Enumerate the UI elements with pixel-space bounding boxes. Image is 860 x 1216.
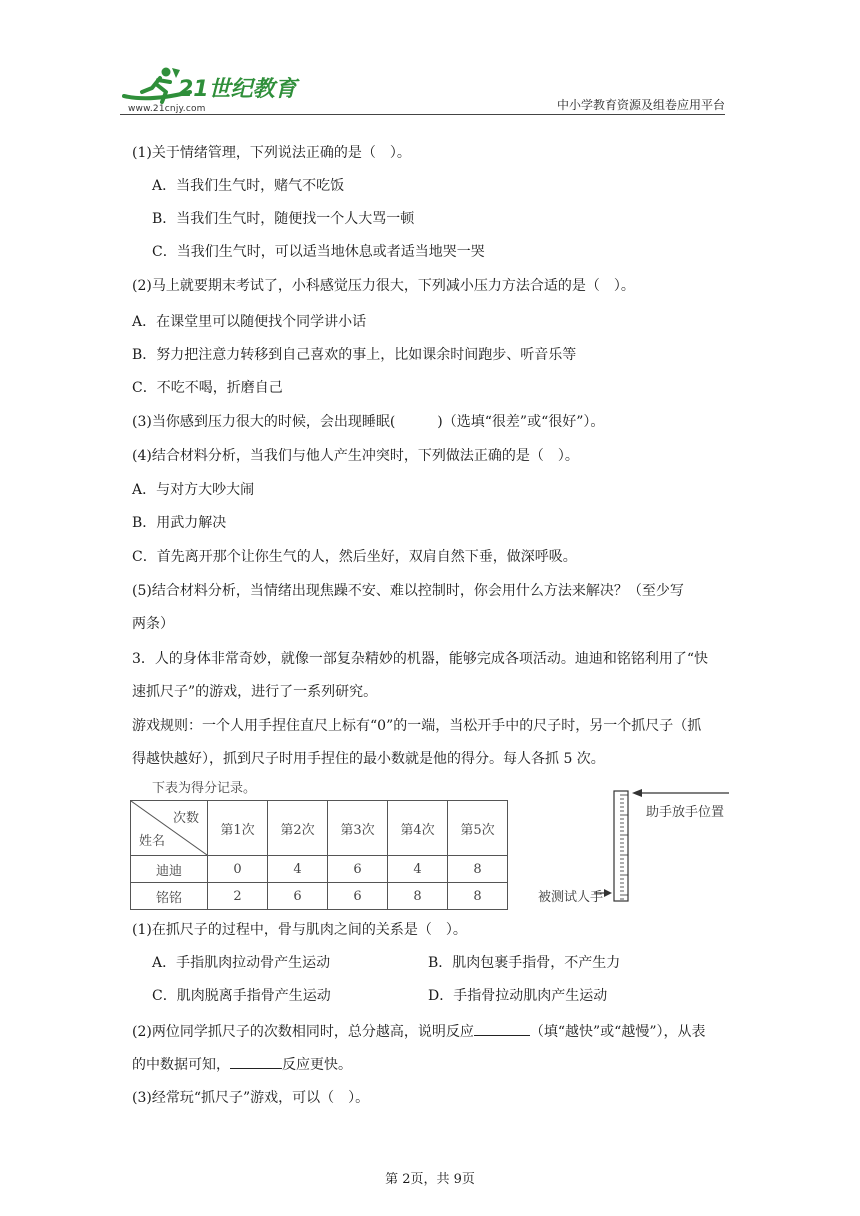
q2-5-line1: (5)结合材料分析，当情绪出现焦躁不安、难以控制时，你会用什么方法来解决？（至少写	[132, 583, 684, 599]
q3-2-line2: 的中数据可知， 反应更快。	[132, 1054, 352, 1075]
q2-2-option-c: C．不吃不喝，折磨自己	[132, 380, 283, 396]
score-cell: 8	[448, 883, 508, 910]
page-header	[120, 62, 725, 118]
header-divider	[120, 114, 725, 115]
platform-name: 中小学教育资源及组卷应用平台	[556, 98, 725, 112]
score-cell: 6	[268, 883, 328, 910]
logo-21cnjy	[120, 62, 320, 110]
q2-5-line2: 两条）	[132, 616, 174, 632]
q2-2-stem: (2)马上就要期末考试了，小科感觉压力很大，下列减小压力方法合适的是（ ）。	[132, 278, 635, 294]
q3-1-option-b: B．肌肉包裹手指骨，不产生力	[428, 955, 621, 971]
q2-3-post: )（选填“很差”或“很好”）。	[437, 414, 605, 430]
q3-rule-line2: 得越快越好），抓到尺子时用手捏住的最小数就是他的得分。每人各抓 5 次。	[132, 751, 605, 767]
table-header-row	[131, 801, 508, 856]
score-cell: 4	[388, 856, 448, 883]
corner-label-times: 次数	[172, 811, 199, 826]
corner-label-name: 姓名	[139, 834, 166, 849]
q2-4-option-a: A．与对方大吵大闹	[132, 482, 255, 498]
table-row	[131, 856, 508, 883]
table-row	[131, 883, 508, 910]
score-cell: 4	[268, 856, 328, 883]
page-footer: 第 2页，共 9页	[385, 1172, 475, 1187]
q2-3-stem	[132, 412, 604, 432]
q2-2-option-b: B．努力把注意力转移到自己喜欢的事上，比如课余时间跑步、听音乐等	[132, 347, 577, 363]
q3-2-blank-2[interactable]	[230, 1054, 282, 1069]
tested-hand-label: 被测试人手	[538, 890, 604, 905]
q3-1-option-d: D．手指骨拉动肌肉产生运动	[428, 988, 608, 1004]
score-cell: 8	[448, 856, 508, 883]
q2-4-stem: (4)结合材料分析，当我们与他人产生冲突时，下列做法正确的是（ ）。	[132, 448, 579, 464]
logo-url: www.21cnjy.com	[128, 104, 206, 114]
q2-1-stem: (1)关于情绪管理，下列说法正确的是（ ）。	[132, 145, 411, 161]
score-cell: 6	[328, 883, 388, 910]
score-cell: 8	[388, 883, 448, 910]
q3-intro-line2: 速抓尺子”的游戏，进行了一系列研究。	[132, 684, 378, 700]
score-cell: 2	[208, 883, 268, 910]
q3-2-line1: (2)两位同学抓尺子的次数相同时，总分越高，说明反应 （填“越快”或“越慢”），从表	[132, 1021, 705, 1042]
q3-1-option-c: C．肌肉脱离手指骨产生运动	[152, 988, 331, 1004]
q2-4-option-b: B．用武力解决	[132, 515, 227, 531]
score-cell: 6	[328, 856, 388, 883]
ruler-figure	[534, 783, 734, 907]
q2-3-pre: (3)当你感到压力很大的时候，会出现睡眠(	[132, 414, 396, 430]
table-header-1: 第1次	[208, 801, 268, 856]
q2-2-option-a: A．在课堂里可以随便找个同学讲小话	[132, 314, 367, 330]
helper-hand-label: 助手放手位置	[646, 805, 725, 820]
q3-rule-line1: 游戏规则：一个人用手捏住直尺上标有“0”的一端，当松开手中的尺子时，另一个抓尺子（抓	[132, 718, 702, 734]
table-header-5: 第5次	[448, 801, 508, 856]
q3-1-option-a: A．手指肌肉拉动骨产生运动	[152, 955, 331, 971]
table-header-2: 第2次	[268, 801, 328, 856]
table-corner-cell	[131, 801, 208, 856]
table-caption: 下表为得分记录。	[152, 781, 257, 796]
q3-3-stem: (3)经常玩“抓尺子”游戏，可以（ ）。	[132, 1090, 370, 1106]
q2-1-option-b: B．当我们生气时，随便找一个人大骂一顿	[152, 211, 415, 227]
table-header-4: 第4次	[388, 801, 448, 856]
score-table	[130, 800, 508, 910]
table-header-3: 第3次	[328, 801, 388, 856]
row-name: 铭铭	[131, 883, 208, 910]
q2-1-option-a: A．当我们生气时，赌气不吃饭	[152, 178, 345, 194]
q2-1-option-c: C．当我们生气时，可以适当地休息或者适当地哭一哭	[152, 244, 485, 260]
q3-intro-line1: 3．人的身体非常奇妙，就像一部复杂精妙的机器，能够完成各项活动。迪迪和铭铭利用了“快	[132, 651, 709, 667]
score-cell: 0	[208, 856, 268, 883]
q2-4-option-c: C．首先离开那个让你生气的人，然后坐好，双肩自然下垂，做深呼吸。	[132, 549, 577, 565]
logo-text: 21世纪教育	[178, 77, 297, 102]
q3-2-blank-1[interactable]	[474, 1021, 530, 1036]
row-name: 迪迪	[131, 856, 208, 883]
